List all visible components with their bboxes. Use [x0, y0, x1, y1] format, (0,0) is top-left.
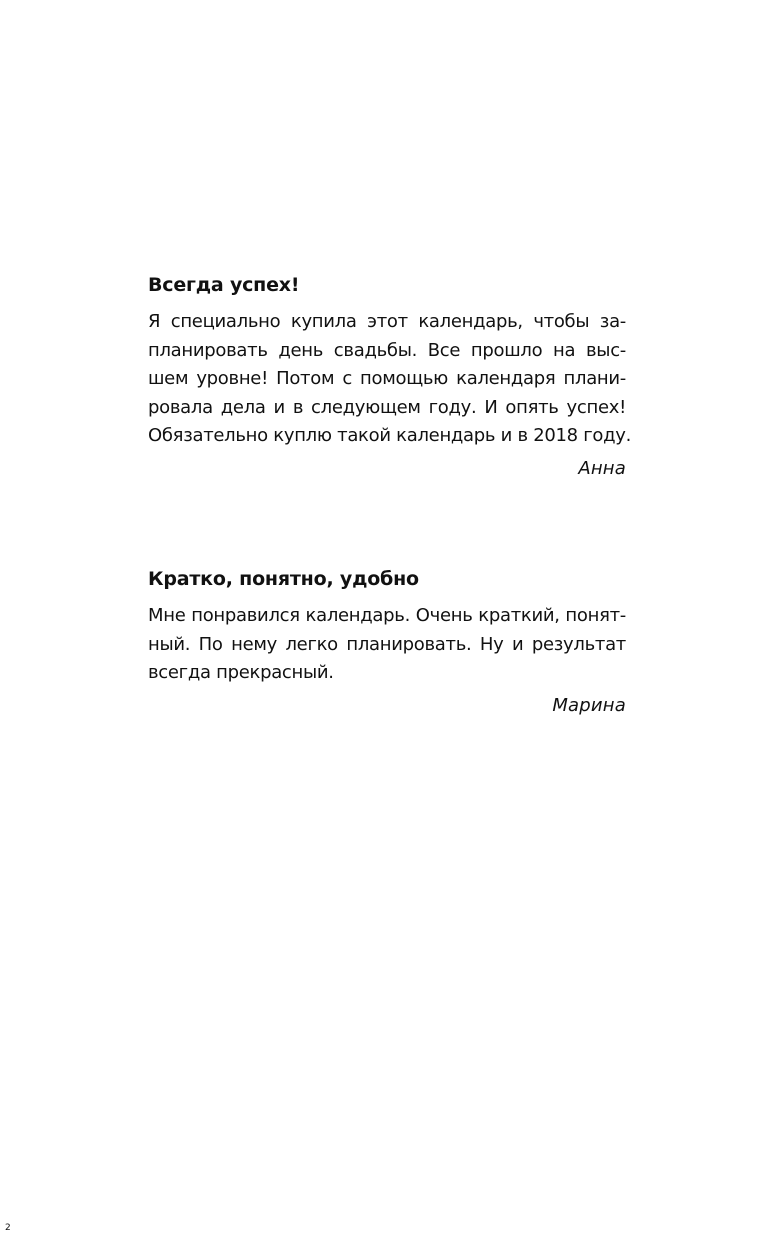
review-marina: [148, 566, 626, 720]
review-text: [148, 602, 626, 688]
review-text-line: Обязательно куплю такой календарь и в 2018 году.: [148, 425, 632, 446]
review-text-line: планировать день свадьбы. Все прошло на выс-: [148, 339, 626, 361]
review-text-line: Я специально купила этот календарь, чтобы за-: [148, 311, 626, 332]
review-title: Всегда успех!: [148, 274, 300, 296]
review-text-line: ровала дела и в следующем году. И опять успех!: [148, 396, 626, 418]
review-author: Марина: [552, 694, 626, 716]
review-text-line: Мне понравился календарь. Очень краткий, понят-: [148, 605, 626, 626]
review-text-line: всегда прекрасный.: [148, 662, 334, 683]
review-title: Кратко, понятно, удобно: [148, 568, 419, 590]
review-text-line: ный. По нему легко планировать. Ну и результат: [148, 633, 626, 655]
review-anna: [148, 272, 632, 483]
review-text-line: шем уровне! Потом с помощью календаря плани-: [148, 368, 626, 389]
page-number: 2: [5, 1223, 11, 1233]
review-author: Анна: [578, 457, 626, 479]
review-text: [148, 308, 632, 451]
